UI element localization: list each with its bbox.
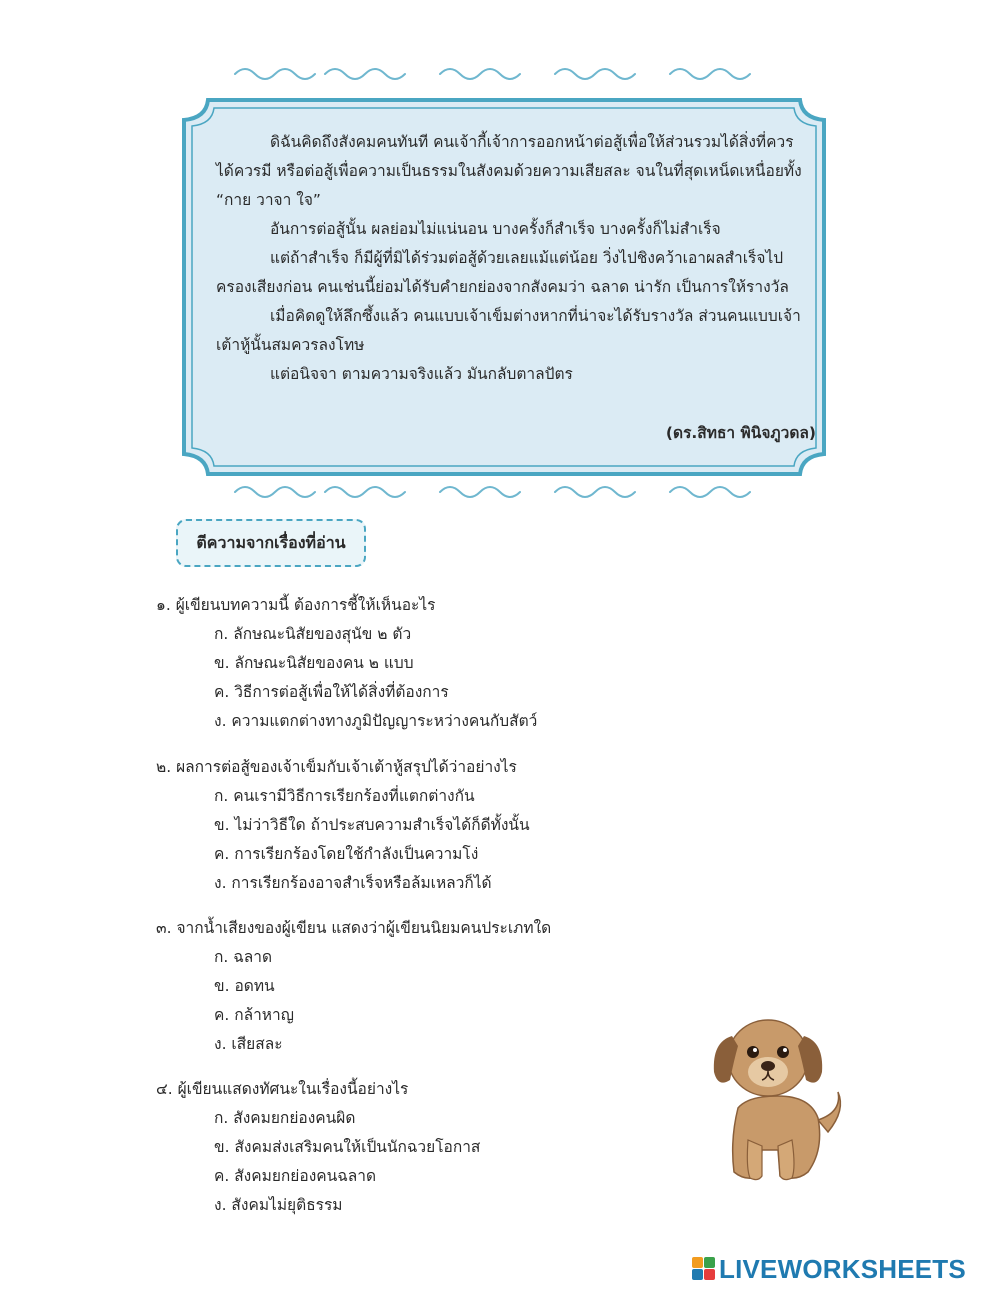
answer-option[interactable]: ข. อดทน bbox=[214, 977, 275, 995]
passage-line: เต้าหู้นั้นสมควรลงโทษ bbox=[216, 336, 365, 354]
question-4 bbox=[156, 1074, 676, 1220]
puppy-icon bbox=[700, 1000, 850, 1185]
brand-mark-icon bbox=[692, 1257, 716, 1281]
answer-option[interactable]: ค. การเรียกร้องโดยใช้กำลังเป็นความโง่ bbox=[214, 845, 479, 863]
answer-option[interactable]: ง. การเรียกร้องอาจสำเร็จหรือล้มเหลวก็ได้ bbox=[214, 874, 492, 892]
passage-line: ได้ควรมี หรือต่อสู้เพื่อความเป็นธรรมในสังคมด้วยความเสียสละ จนในที่สุดเหน็ดเหนื่อยทั้ง bbox=[216, 162, 802, 180]
answer-option[interactable]: ก. สังคมยกย่องคนผิด bbox=[214, 1109, 356, 1127]
answer-option[interactable]: ข. สังคมส่งเสริมคนให้เป็นนักฉวยโอกาส bbox=[214, 1138, 481, 1156]
question-2 bbox=[156, 752, 676, 898]
passage-line: ครองเสียงก่อน คนเช่นนี้ย่อมได้รับคำยกย่องจากสังคมว่า ฉลาด น่ารัก เป็นการให้รางวัล bbox=[216, 278, 789, 296]
passage-line: แต่ถ้าสำเร็จ ก็มีผู้ที่มิได้ร่วมต่อสู้ด้วยเลยแม้แต่น้อย วิ่งไปชิงคว้าเอาผลสำเร็จไป bbox=[270, 249, 784, 267]
passage-line: อันการต่อสู้นั้น ผลย่อมไม่แน่นอน บางครั้งก็สำเร็จ บางครั้งก็ไม่สำเร็จ bbox=[270, 220, 721, 238]
bottom-ornament-divider bbox=[225, 480, 805, 504]
answer-option[interactable]: ก. ลักษณะนิสัยของสุนัข ๒ ตัว bbox=[214, 625, 412, 643]
answer-option[interactable]: ข. ไม่ว่าวิธีใด ถ้าประสบความสำเร็จได้ก็ดีทั้งนั้น bbox=[214, 816, 530, 834]
passage-line: “กาย วาจา ใจ” bbox=[216, 191, 321, 209]
question-1 bbox=[156, 590, 676, 736]
brand-text: LIVEWORKSHEETS bbox=[719, 1253, 966, 1284]
passage-author: (ดร.สิทธา พินิจภูวดล) bbox=[665, 424, 816, 442]
answer-option[interactable]: ง. สังคมไม่ยุติธรรม bbox=[214, 1196, 343, 1214]
answer-option[interactable]: ค. วิธีการต่อสู้เพื่อให้ได้สิ่งที่ต้องการ bbox=[214, 683, 449, 701]
passage-line: แต่อนิจจา ตามความจริงแล้ว มันกลับตาลปัตร bbox=[270, 365, 573, 383]
answer-option[interactable]: ง. เสียสละ bbox=[214, 1035, 283, 1053]
question-stem: ๓. จากน้ำเสียงของผู้เขียน แสดงว่าผู้เขียนนิยมคนประเภทใด bbox=[156, 919, 552, 937]
question-stem: ๒. ผลการต่อสู้ของเจ้าเข็มกับเจ้าเต้าหู้สรุปได้ว่าอย่างไร bbox=[156, 758, 517, 776]
answer-option[interactable]: ก. คนเรามีวิธีการเรียกร้องที่แตกต่างกัน bbox=[214, 787, 475, 805]
top-ornament-divider bbox=[225, 62, 805, 86]
answer-option[interactable]: ข. ลักษณะนิสัยของคน ๒ แบบ bbox=[214, 654, 414, 672]
question-3 bbox=[156, 913, 676, 1059]
liveworksheets-logo bbox=[692, 1254, 966, 1284]
question-stem: ๑. ผู้เขียนบทความนี้ ต้องการชี้ให้เห็นอะไร bbox=[156, 596, 436, 614]
passage-line: ดิฉันคิดถึงสังคมคนทันที คนเจ้ากี้เจ้าการออกหน้าต่อสู้เพื่อให้ส่วนรวมได้สิ่งที่ควร bbox=[270, 133, 794, 151]
question-stem: ๔. ผู้เขียนแสดงทัศนะในเรื่องนี้อย่างไร bbox=[156, 1080, 409, 1098]
section-label: ตีความจากเรื่องที่อ่าน bbox=[176, 519, 366, 567]
answer-option[interactable]: ค. กล้าหาญ bbox=[214, 1006, 294, 1024]
passage-line: เมื่อคิดดูให้ลึกซึ้งแล้ว คนแบบเจ้าเข็มต่างหากที่น่าจะได้รับรางวัล ส่วนคนแบบเจ้า bbox=[270, 307, 801, 325]
passage-text bbox=[216, 128, 816, 389]
answer-option[interactable]: ง. ความแตกต่างทางภูมิปัญญาระหว่างคนกับสัตว์ bbox=[214, 712, 538, 730]
answer-option[interactable]: ก. ฉลาด bbox=[214, 948, 273, 966]
answer-option[interactable]: ค. สังคมยกย่องคนฉลาด bbox=[214, 1167, 377, 1185]
